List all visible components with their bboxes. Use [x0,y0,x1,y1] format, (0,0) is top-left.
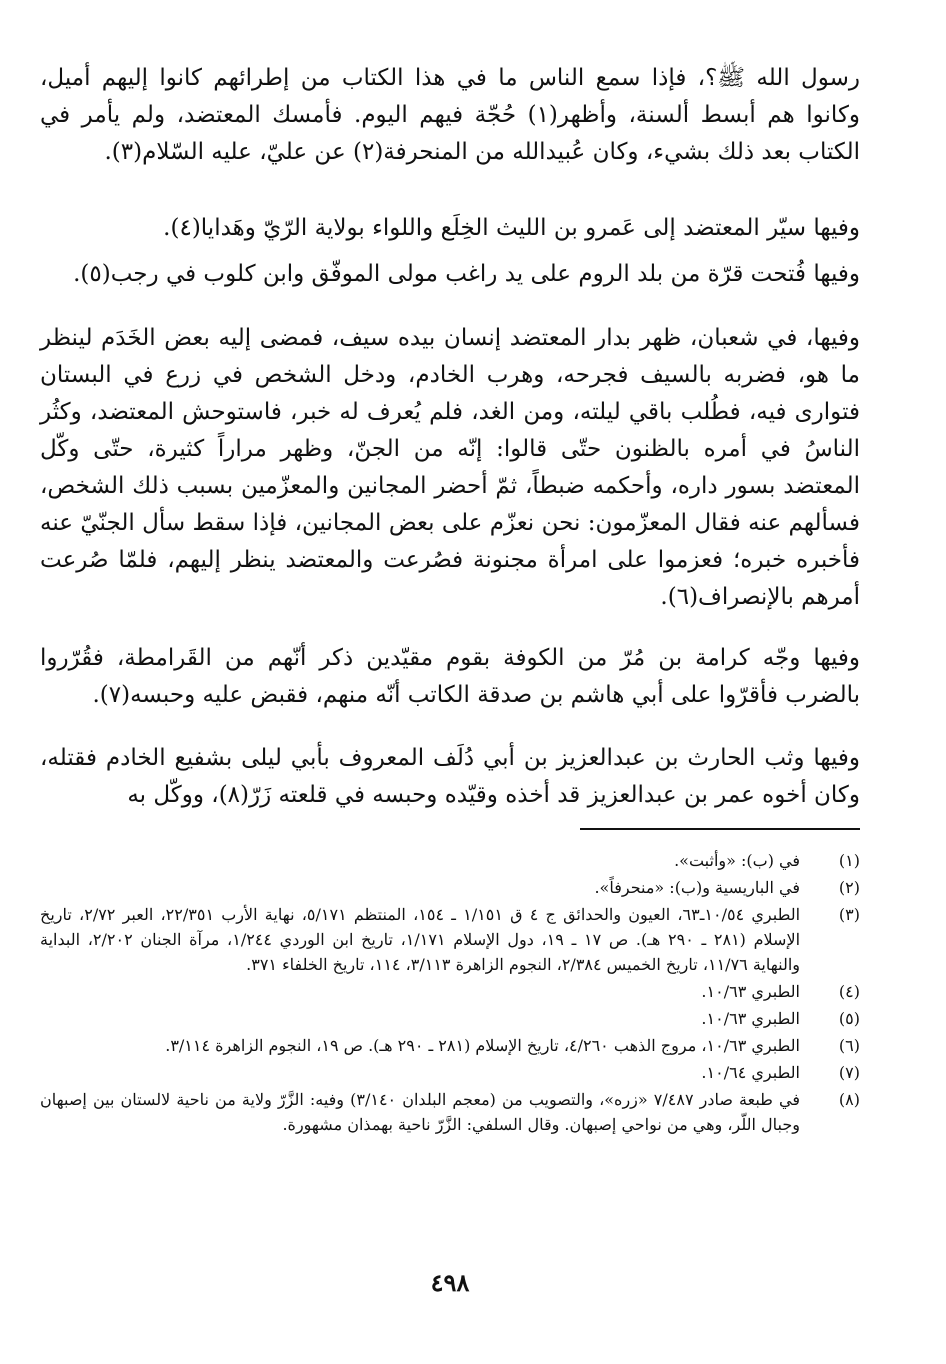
footnote-number: (٧) [838,1063,860,1082]
paragraph-1: رسول الله ﷺ؟، فإذا سمع الناس ما في هذا الكتاب من إطرائهم كانوا إليهم أميل، وكانوا هم أبسط ألسنة، وأظهر(١) حُجّة فيهم اليوم. فأمسك المعتضد، ولم يأمر في الكتاب بعد ذلك بشيء، وكان عُبيدالله من المنحرفة(٢) عن عليّ، عليه السّلام(٣). [40,65,860,165]
footnote [40,902,860,977]
footnote-text: في (ب): «وأثبت». [674,851,800,870]
footnote-text: الطبري ١٠/٦٣. [701,1009,800,1028]
footnote [40,979,860,1004]
footnote-number: (٤) [838,982,860,1001]
footnote-number: (٥) [838,1009,860,1028]
footnote [40,848,860,873]
footnote-number: (٢) [838,878,860,897]
footnotes [40,848,860,1139]
footnote-text: في طبعة صادر ٧/٤٨٧ «زره»، والتصويب من (معجم البلدان ٣/١٤٠) وفيه: الزَّرّ ولاية من ناحية لالستان بين إصبهان وجبال اللّر، وهي من نواحي إصبهان. وقال السلفي: الزَّرّ ناحية بهمذان مشهورة. [40,1090,800,1134]
footnote-separator [580,828,860,830]
paragraph-3: وفيها فُتحت قرّة من بلد الروم على يد راغب مولى الموفّق وابن كلوب في رجب(٥). [73,261,860,287]
footnote [40,1033,860,1058]
footnote [40,875,860,900]
book-page [40,60,860,1340]
footnote [40,1087,860,1137]
page-number: ٤٩٨ [430,1268,470,1297]
footnote-number: (٦) [838,1036,860,1055]
paragraph-6: وفيها وثب الحارث بن عبدالعزيز بن أبي دُلَف المعروف بأبي ليلى بشفيع الخادم فقتله، وكان أخوه عمر بن عبدالعزيز قد أخذه وقيّده وحبسه في قلعته زَرّ(٨)، ووكّل به [40,745,860,808]
paragraph-5: وفيها وجّه كرامة بن مُرّ من الكوفة بقوم مقيّدين ذكر أنّهم من القَرامطة، فقُرّروا بالضرب فأقرّوا على أبي هاشم بن صدقة الكاتب أنّه منهم، فقبض عليه وحبسه(٧). [40,645,860,708]
footnote-text: الطبري ١٠/٥٤ـ٦٣، العيون والحدائق ج ٤ ق ١/١٥١ ـ ١٥٤، المنتظم ٥/١٧١، نهاية الأرب ٢٢/٣٥١، العبر ٢/٧٢، تاريخ الإسلام (٢٨١ ـ ٢٩٠ هـ). ص ١٧ ـ ١٩، دول الإسلام ١/١٧١، تاريخ ابن الوردي ١/٢٤٤، مرآة الجنان ٢/٢٠٢، البداية والنهاية ١١/٧٦، تاريخ الخميس ٢/٣٨٤، النجوم الزاهرة ٣/١١٣، ١١٤، تاريخ الخلفاء ٣٧١. [40,905,801,974]
footnote-number: (٣) [838,905,860,924]
footnote-number: (٨) [838,1090,860,1109]
footnote-number: (١) [838,851,860,870]
footnote-text: الطبري ١٠/٦٣. [701,982,800,1001]
paragraph-4: وفيها، في شعبان، ظهر بدار المعتضد إنسان بيده سيف، فمضى إليه بعض الخَدَم لينظر ما هو، فضربه بالسيف فجرحه، وهرب الخادم، ودخل الشخص في زرع في البستان فتوارى فيه، فطُلب باقي ليلته، ومن الغد، فلم يُعرف له خبر، فاستوحش المعتضد، وكثُر الناسُ في أمره بالظنون حتّى قالوا: إنّه من الجنّ، وظهر مراراً كثيرة، حتّى وكّل المعتضد بسور داره، وأحكمه ضبطاً، ثمّ أحضر المجانين والمعزّمين بسبب ذلك الشخص، فسألهم عنه فقال المعزّمون: نحن نعزّم على بعض المجانين، فإذا سقط سأل الجنّيّ عنه فأخبره خبره؛ فعزموا على امرأة مجنونة فصُرعت والمعتضد ينظر إليهم، فلمّا صُرعت أمرهم بالإنصراف(٦). [40,325,860,610]
footnote [40,1060,860,1085]
footnote [40,1006,860,1031]
footnote-text: الطبري ١٠/٦٤. [701,1063,800,1082]
footnote-text: الطبري ١٠/٦٣، مروج الذهب ٤/٢٦٠، تاريخ الإسلام (٢٨١ ـ ٢٩٠ هـ). ص ١٩، النجوم الزاهرة ٣/١١٤. [165,1036,800,1055]
footnote-text: في الباريسية و(ب): «منحرفاً». [594,878,800,897]
paragraph-2: وفيها سيّر المعتضد إلى عَمرو بن الليث الخِلَع واللواء بولاية الرّيّ وهَدايا(٤). [163,215,860,241]
